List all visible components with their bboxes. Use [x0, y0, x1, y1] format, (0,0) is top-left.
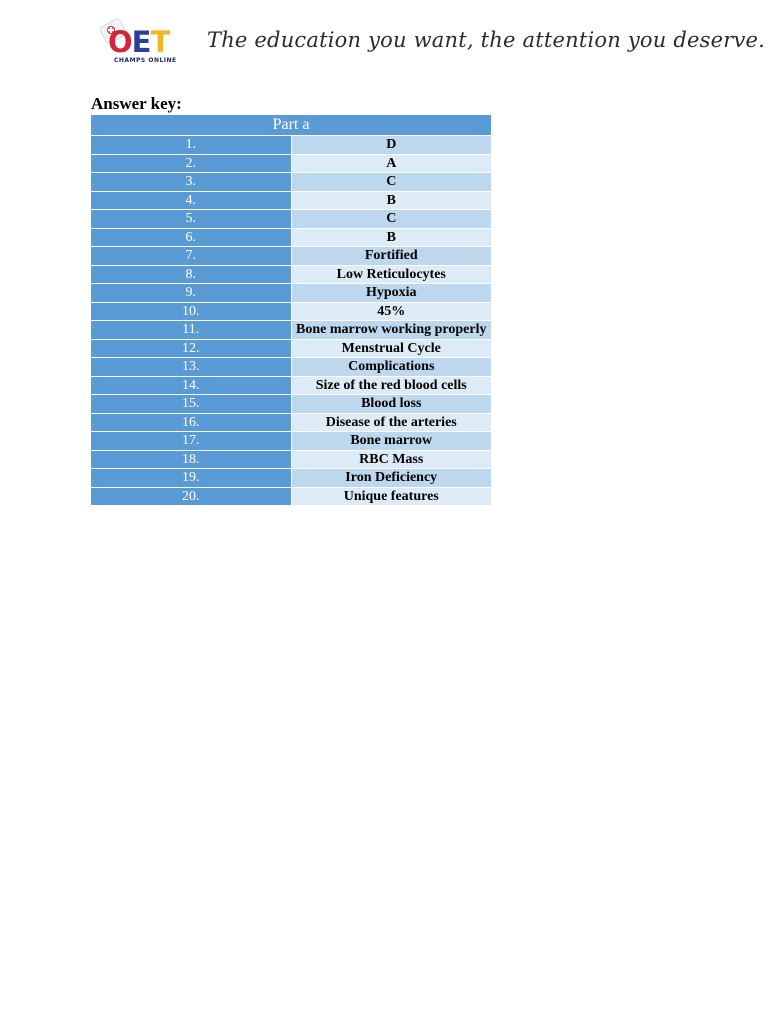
- question-number: 17.: [91, 432, 291, 451]
- answer-cell: Complications: [291, 358, 491, 377]
- answer-key-heading: Answer key:: [91, 94, 182, 113]
- table-row: [91, 450, 491, 469]
- answer-key-table: [91, 115, 491, 506]
- answer-cell: Menstrual Cycle: [291, 339, 491, 358]
- table-row: [91, 376, 491, 395]
- table-row: [91, 173, 491, 192]
- table-row: [91, 228, 491, 247]
- question-number: 7.: [91, 247, 291, 266]
- question-number: 14.: [91, 376, 291, 395]
- table-row: [91, 154, 491, 173]
- table-row: [91, 284, 491, 303]
- question-number: 3.: [91, 173, 291, 192]
- answer-rows: [91, 136, 491, 506]
- answer-cell: Unique features: [291, 487, 491, 506]
- answer-cell: C: [291, 173, 491, 192]
- table-row: [91, 136, 491, 155]
- table-row: [91, 469, 491, 488]
- logo-wordmark: [108, 26, 169, 58]
- logo-letter-o: O: [108, 25, 132, 59]
- question-number: 10.: [91, 302, 291, 321]
- logo-subtitle: CHAMPS ONLINE: [114, 57, 177, 64]
- table-row: [91, 432, 491, 451]
- table-row: [91, 265, 491, 284]
- answer-cell: B: [291, 191, 491, 210]
- table-row: [91, 358, 491, 377]
- logo-letter-t: T: [150, 25, 170, 59]
- table-row: [91, 191, 491, 210]
- answer-cell: Blood loss: [291, 395, 491, 414]
- answer-cell: Hypoxia: [291, 284, 491, 303]
- answer-cell: Bone marrow: [291, 432, 491, 451]
- answer-cell: Fortified: [291, 247, 491, 266]
- table-row: [91, 487, 491, 506]
- table-row: [91, 210, 491, 229]
- oet-champs-logo: [98, 16, 182, 68]
- answer-cell: Iron Deficiency: [291, 469, 491, 488]
- table-row: [91, 395, 491, 414]
- answer-cell: RBC Mass: [291, 450, 491, 469]
- question-number: 6.: [91, 228, 291, 247]
- table-title: Part a: [91, 115, 491, 136]
- table-row: [91, 339, 491, 358]
- answer-cell: Bone marrow working properly: [291, 321, 491, 340]
- answer-cell: Disease of the arteries: [291, 413, 491, 432]
- tagline: The education you want, the attention you deserve.: [207, 28, 766, 52]
- question-number: 11.: [91, 321, 291, 340]
- table-row: [91, 413, 491, 432]
- answer-cell: C: [291, 210, 491, 229]
- table-row: [91, 302, 491, 321]
- question-number: 5.: [91, 210, 291, 229]
- question-number: 12.: [91, 339, 291, 358]
- answer-cell: A: [291, 154, 491, 173]
- table-row: [91, 321, 491, 340]
- question-number: 20.: [91, 487, 291, 506]
- table-row: [91, 247, 491, 266]
- question-number: 9.: [91, 284, 291, 303]
- question-number: 13.: [91, 358, 291, 377]
- answer-cell: 45%: [291, 302, 491, 321]
- question-number: 15.: [91, 395, 291, 414]
- question-number: 2.: [91, 154, 291, 173]
- logo-letter-e: E: [131, 25, 151, 59]
- page-header: [0, 0, 768, 80]
- answer-cell: B: [291, 228, 491, 247]
- answer-cell: Low Reticulocytes: [291, 265, 491, 284]
- question-number: 4.: [91, 191, 291, 210]
- answer-cell: D: [291, 136, 491, 155]
- question-number: 19.: [91, 469, 291, 488]
- question-number: 8.: [91, 265, 291, 284]
- question-number: 18.: [91, 450, 291, 469]
- answer-cell: Size of the red blood cells: [291, 376, 491, 395]
- question-number: 16.: [91, 413, 291, 432]
- question-number: 1.: [91, 136, 291, 155]
